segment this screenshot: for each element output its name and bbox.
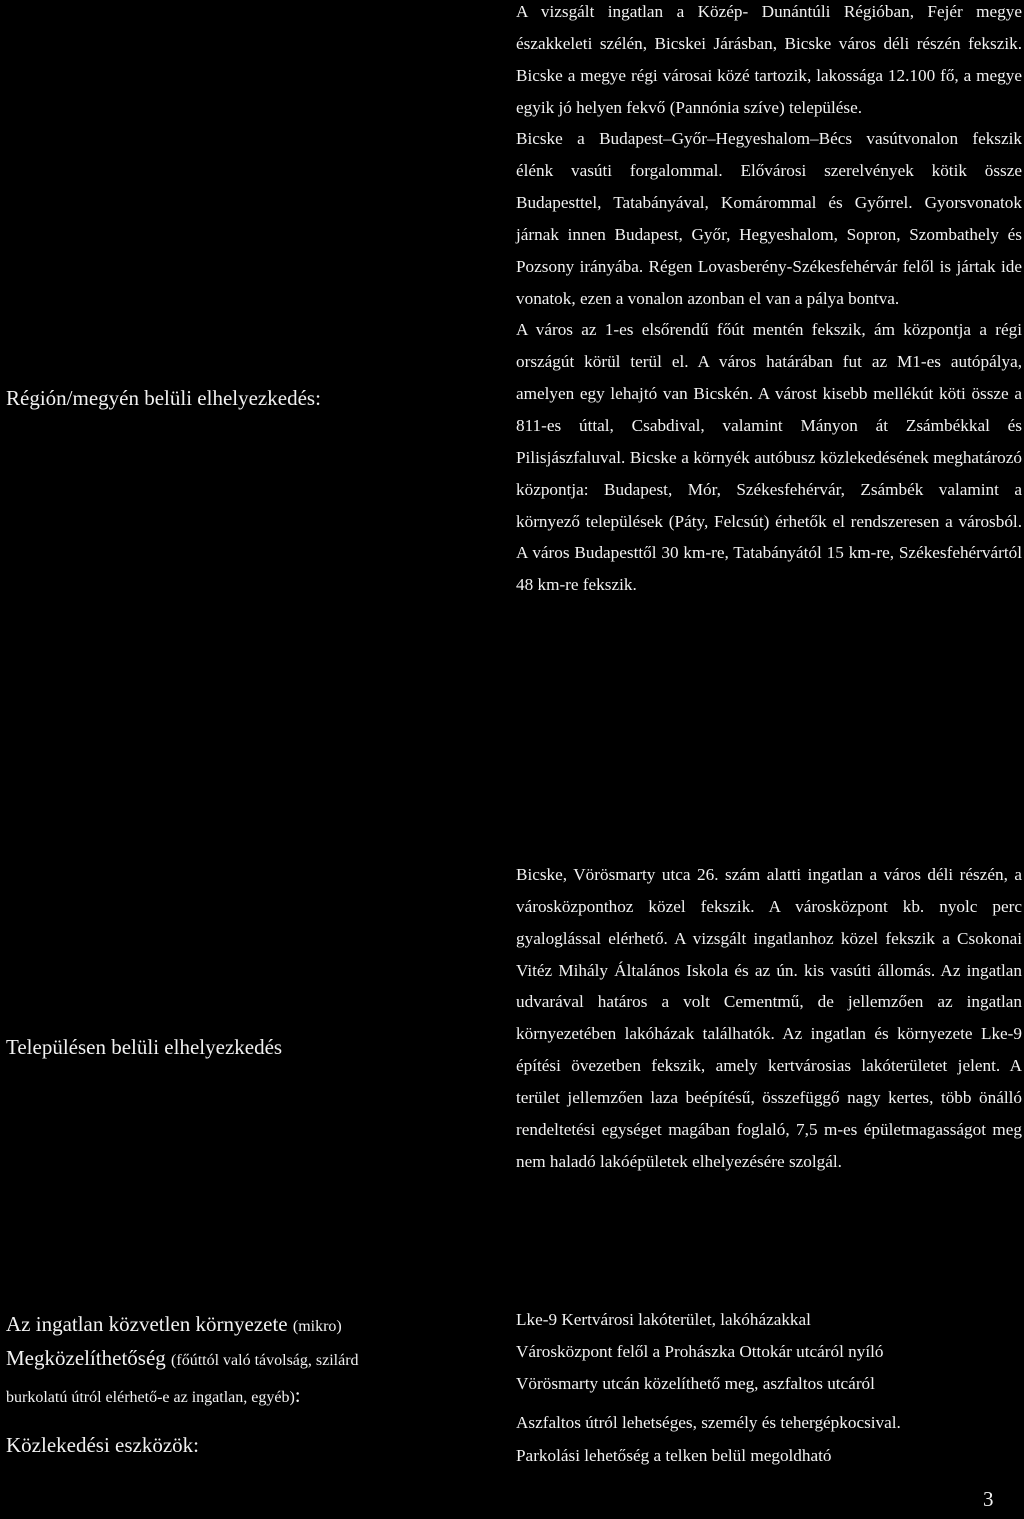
transport-label: Közlekedési eszközök: xyxy=(6,1433,200,1457)
settlement-text xyxy=(516,859,1022,1177)
access-label-colon: : xyxy=(294,1383,301,1407)
region-text xyxy=(516,0,1022,601)
access-value-line-1: Városközpont felől a Prohászka Ottokár utcáról nyíló xyxy=(516,1342,884,1361)
region-paragraph-3: A város az 1-es elsőrendű főút mentén fekszik, ám központja a régi országút körül terül el. A város határában fut az M1-es autópálya, amelyen egy lehajtó van Bicskén. A várost kisebb mellékút köti össze a 811-es úttal, Csabdival, valamint Mányon át Zsámbékkal és Pilisjászfaluval. Bicske a környék autóbusz közlekedésének meghatározó központja: Budapest, Mór, Székesfehérvár, Zsámbék valamint a környező települések (Páty, Felcsút) érhetők el rendszeresen a városból. A város Budapesttől 30 km-re, Tatabányától 15 km-re, Székesfehérvártól 48 km-re fekszik. xyxy=(516,320,1022,595)
access-label-main: Megközelíthetőség xyxy=(6,1346,166,1370)
micro-label-main: Az ingatlan közvetlen környezete xyxy=(6,1312,288,1336)
access-label xyxy=(6,1341,496,1415)
micro-value: Lke-9 Kertvárosi lakóterület, lakóházakkal xyxy=(516,1310,811,1329)
micro-label xyxy=(6,1307,496,1344)
transport-value-line-2: Parkolási lehetőség a telken belül megoldható xyxy=(516,1446,832,1465)
region-paragraph-1: A vizsgált ingatlan a Közép- Dunántúli Régióban, Fejér megye északkeleti szélén, Bicskei Járásban, Bicske város déli részén fekszik. Bicske a megye régi városai közé tartozik, lakossága 12.100 fő, a megye egyik jó helyen fekvő (Pannónia szíve) települése. xyxy=(516,2,1022,117)
access-label-small-1: (főúttól való távolság, szilárd xyxy=(171,1352,359,1369)
region-paragraph-2: Bicske a Budapest–Győr–Hegyeshalom–Bécs vasútvonalon fekszik élénk vasúti forgalommal. Elővárosi szerelvények kötik össze Budapesttel, Tatabányával, Komárommal és Győrrel. Gyorsvonatok járnak innen Budapest, Győr, Hegyeshalom, Sopron, Szombathely és Pozsony irányába. Régen Lovasberény-Székesfehérvár felől is jártak ide vonatok, ezen a vonalon azonban el van a pálya bontva. xyxy=(516,129,1022,308)
access-value-line-2: Vörösmarty utcán közelíthető meg, aszfaltos utcáról xyxy=(516,1374,875,1393)
page-number: 3 xyxy=(983,1487,994,1511)
settlement-label: Településen belüli elhelyezkedés xyxy=(6,1035,283,1059)
transport-value-line-1: Aszfaltos útról lehetséges, személy és tehergépkocsival. xyxy=(516,1413,901,1432)
access-label-small-2: burkolatú útról elérhető-e az ingatlan, egyéb) xyxy=(6,1389,295,1406)
settlement-paragraph: Bicske, Vörösmarty utca 26. szám alatti ingatlan a város déli részén, a városközponthoz közel fekszik. A városközpont kb. nyolc perc gyaloglással elérhető. A vizsgált ingatlanhoz közel fekszik a Csokonai Vitéz Mihály Általános Iskola és az ún. kis vasúti állomás. Az ingatlan udvarával határos a volt Cementmű, de jellemzően az ingatlan környezetében lakóházak találhatók. Az ingatlan és környezete Lke-9 építési övezetben fekszik, amely kertvárosias lakóterületet jelent. A terület jellemzően laza beépítésű, összefüggő nagy kertes, több önálló rendeltetési egységet magában foglaló, 7,5 m-es épületmagasságot meg nem haladó lakóépületek elhelyezésére szolgál. xyxy=(516,865,1022,1171)
micro-label-small: (mikro) xyxy=(292,1318,342,1335)
region-label: Régión/megyén belüli elhelyezkedés: xyxy=(6,386,321,410)
